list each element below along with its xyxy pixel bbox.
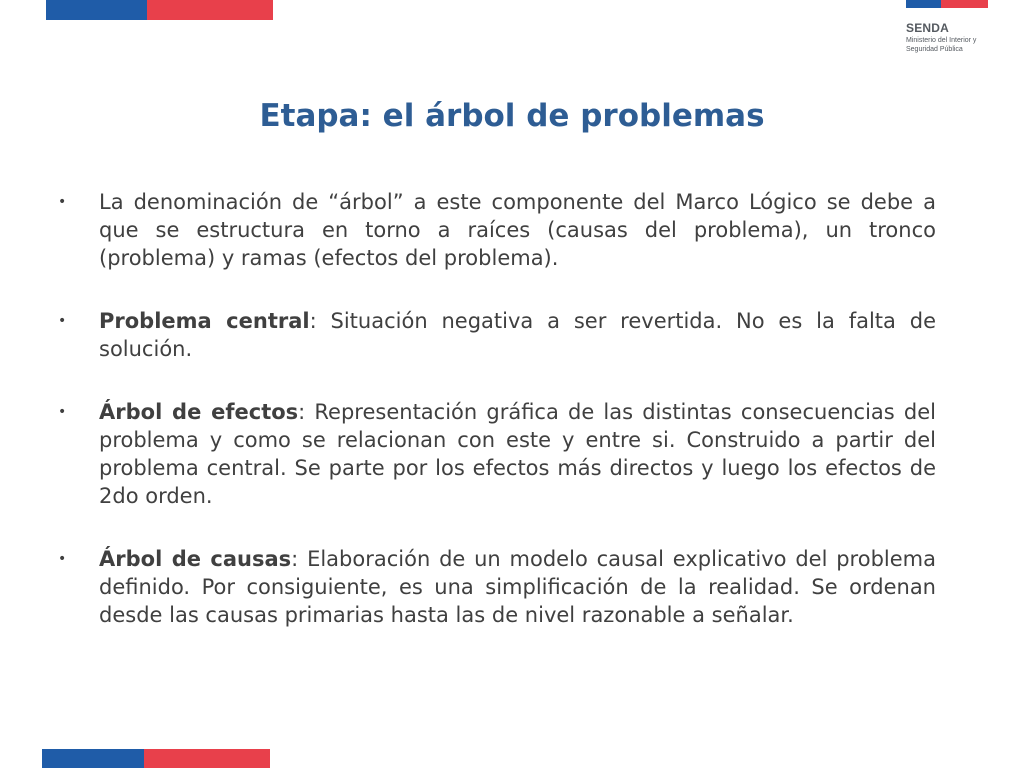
- bullet-separator: :: [298, 400, 315, 424]
- bullet-text: La denominación de “árbol” a este componente del Marco Lógico se debe a que se estructura en torno a raíces (causas del problema), un tronco (problema) y ramas (efectos del problema).: [99, 190, 936, 270]
- logo-flag-bar-red: [941, 0, 988, 8]
- top-flag-bar-red: [147, 0, 273, 20]
- bottom-flag-bar-blue: [42, 749, 144, 768]
- bullet-icon: •: [58, 404, 67, 420]
- bullet-icon: •: [58, 313, 67, 329]
- bullet-icon: •: [58, 194, 67, 210]
- bullet-icon: •: [58, 551, 67, 567]
- logo-flag-bar-blue: [906, 0, 941, 8]
- top-flag-bar-blue: [46, 0, 147, 20]
- bullet-text: Situación negativa a ser revertida. No es la falta de solución.: [99, 309, 936, 361]
- bullet-separator: :: [291, 547, 308, 571]
- bullet-text: Elaboración de un modelo causal explicativo del problema definido. Por consiguiente, es una simplificación de la realidad. Se ordenan desde las causas primarias hasta las de nivel razonable a señalar.: [99, 547, 936, 627]
- bullet-list: [58, 188, 936, 629]
- slide-title: Etapa: el árbol de problemas: [259, 98, 765, 134]
- bullet-text: Representación gráfica de las distintas consecuencias del problema y como se relacionan con este y entre si. Construido a partir del problema central. Se parte por los efectos más directos y luego los efectos de 2do orden.: [99, 400, 936, 508]
- logo-name: SENDA: [906, 21, 950, 35]
- bullet-term: Árbol de efectos: [99, 400, 299, 424]
- bullet-separator: :: [309, 309, 331, 333]
- slide-content: [58, 188, 936, 664]
- bullet-item: [58, 398, 936, 510]
- bullet-item: [58, 545, 936, 629]
- logo-ministry-line-1: Ministerio del Interior y: [906, 37, 977, 44]
- bullet-term: Árbol de causas: [99, 547, 292, 571]
- bottom-flag-bar-red: [144, 749, 270, 768]
- bullet-term: Problema central: [99, 309, 310, 333]
- logo-ministry-line-2: Seguridad Pública: [906, 46, 963, 53]
- bullet-item: [58, 188, 936, 272]
- bullet-item: [58, 307, 936, 363]
- senda-logo: [906, 22, 1016, 54]
